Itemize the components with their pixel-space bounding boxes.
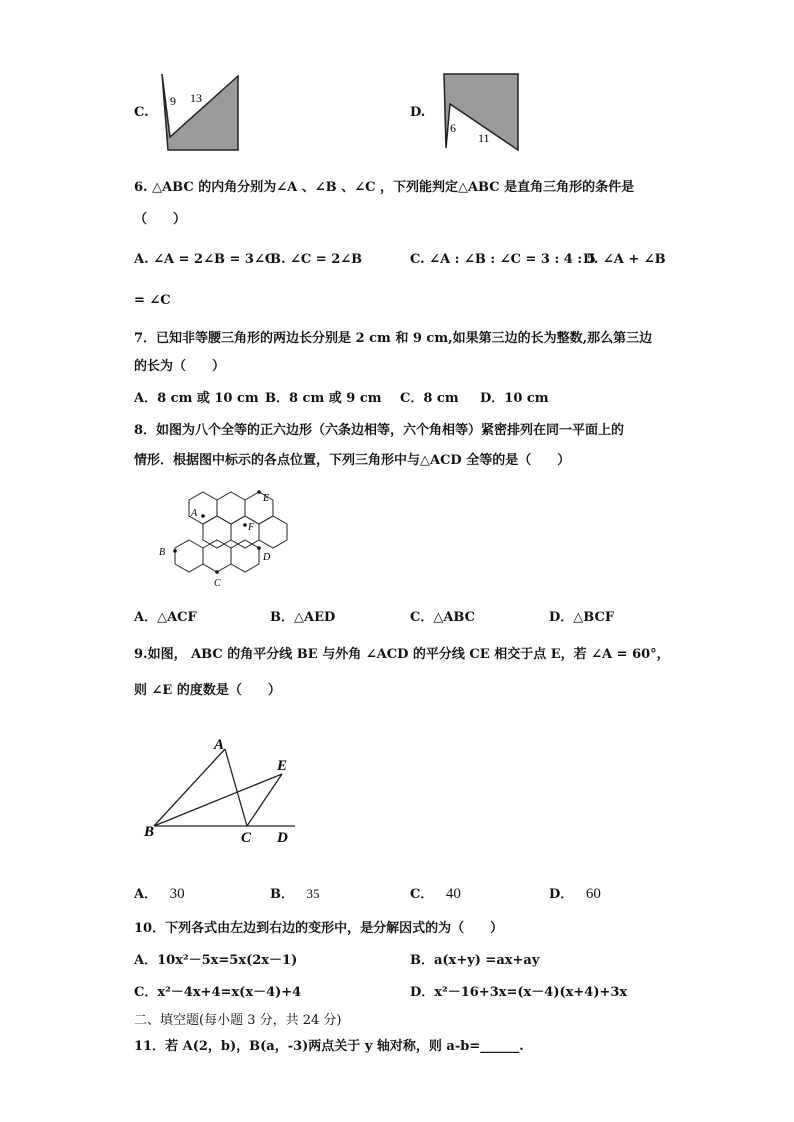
q6-option-d[interactable]: D. ∠A + ∠B	[583, 252, 666, 267]
q9-point-b-label: B	[144, 824, 155, 840]
q9-point-a-label: A	[214, 737, 225, 753]
q6-answer-paren: （ ）	[134, 212, 187, 227]
q9-option-c-value: 40	[445, 886, 461, 902]
q6-option-d-cont: = ∠C	[134, 293, 171, 308]
q8-option-c[interactable]: C．△ABC	[410, 610, 476, 625]
q8-point-e-label: E	[263, 493, 270, 504]
q5-d-side-a: 6	[450, 121, 456, 135]
q6-option-c[interactable]: C. ∠A : ∠B : ∠C = 3 : 4 : 5	[410, 252, 596, 267]
q10-option-c[interactable]: C．x²－4x+4=x(x－4)+4	[134, 985, 302, 1000]
q5-c-side-a: 9	[170, 94, 176, 108]
q5-figure-d	[440, 72, 525, 152]
q10-option-b[interactable]: B．a(x+y) =ax+ay	[410, 953, 540, 968]
q7-line2: 的长为（ ）	[134, 359, 226, 374]
hexagon	[217, 492, 245, 524]
q7-option-c[interactable]: C．8 cm	[400, 391, 459, 406]
q9-line2: 则 ∠E 的度数是（ ）	[134, 683, 281, 698]
q9-option-d-label: D．	[549, 887, 574, 902]
q7-option-b[interactable]: B．8 cm 或 9 cm	[265, 391, 382, 406]
q10-stem: 10．下列各式由左边到右边的变形中，是分解因式的为（ ）	[134, 921, 504, 936]
q8-hexagon-figure	[155, 485, 290, 595]
q8-option-b[interactable]: B．△AED	[270, 610, 336, 625]
hexagon	[175, 540, 203, 572]
q8-point-f-label: F	[248, 522, 255, 533]
q10-option-d[interactable]: D．x²－16+3x=(x－4)(x+4)+3x	[410, 985, 628, 1000]
q8-option-a[interactable]: A．△ACF	[134, 610, 197, 625]
q9-point-e-label: E	[277, 758, 288, 774]
q6-stem: 6. △ABC 的内角分别为∠A 、∠B 、∠C ，下列能判定△ABC 是直角三角形的条件是	[134, 180, 635, 195]
hexagon	[231, 540, 259, 572]
q9-option-b-label: B．	[270, 887, 294, 902]
q5-figure-c	[156, 70, 246, 155]
hexagon	[203, 516, 231, 548]
q9-option-a-value: 30	[169, 886, 185, 902]
q9-point-d-label: D	[277, 830, 288, 846]
q9-option-a[interactable]	[134, 885, 185, 904]
q8-line2: 情形．根据图中标示的各点位置，下列三角形中与△ACD 全等的是（ ）	[134, 453, 571, 468]
q10-option-a[interactable]: A．10x²－5x=5x(2x－1)	[134, 953, 298, 968]
q8-point-b-label: B	[159, 547, 166, 558]
q9-point-c-label: C	[241, 830, 252, 846]
q11-text: 11．若 A(2，b)，B(a，-3)两点关于 y 轴对称，则 a-b=______.	[134, 1039, 524, 1054]
q8-point-c-label: C	[214, 578, 221, 589]
q8-line1: 8．如图为八个全等的正六边形（六条边相等，六个角相等）紧密排列在同一平面上的	[134, 423, 625, 438]
hexagon	[259, 516, 287, 548]
q9-option-d-value: 60	[585, 886, 601, 902]
q9-option-c[interactable]	[410, 885, 461, 904]
section-heading-fill-blank: 二、填空题(每小题 3 分，共 24 分)	[134, 1013, 342, 1028]
hexagon	[203, 540, 231, 572]
q9-option-d[interactable]	[549, 885, 601, 904]
q6-option-a[interactable]: A. ∠A = 2∠B = 3∠C	[134, 252, 276, 267]
q5-c-side-b: 13	[190, 91, 202, 105]
q8-option-d[interactable]: D．△BCF	[549, 610, 615, 625]
hexagon	[231, 516, 259, 548]
q7-option-d[interactable]: D．10 cm	[480, 391, 549, 406]
q9-option-b[interactable]	[270, 885, 320, 904]
q7-line1: 7．已知非等腰三角形的两边长分别是 2 cm 和 9 cm,如果第三边的长为整数,那么第三边	[134, 331, 653, 346]
q9-triangle-figure	[140, 735, 310, 850]
q9-option-b-value: 35	[306, 886, 320, 901]
q5-option-c-label[interactable]: C.	[134, 105, 149, 120]
q9-line1: 9.如图， ABC 的角平分线 BE 与外角 ∠ACD 的平分线 CE 相交于点 E，若 ∠A = 60°，	[134, 647, 670, 662]
q9-option-c-label: C．	[410, 887, 434, 902]
q8-point-d-label: D	[263, 552, 271, 563]
q7-option-a[interactable]: A．8 cm 或 10 cm	[134, 391, 259, 406]
q6-option-b[interactable]: B. ∠C = 2∠B	[270, 252, 363, 267]
q9-option-a-label: A．	[134, 887, 158, 902]
q8-point-a-label: A	[191, 508, 198, 519]
q5-d-side-b: 11	[478, 131, 490, 145]
q5-option-d-label[interactable]: D.	[410, 105, 426, 120]
